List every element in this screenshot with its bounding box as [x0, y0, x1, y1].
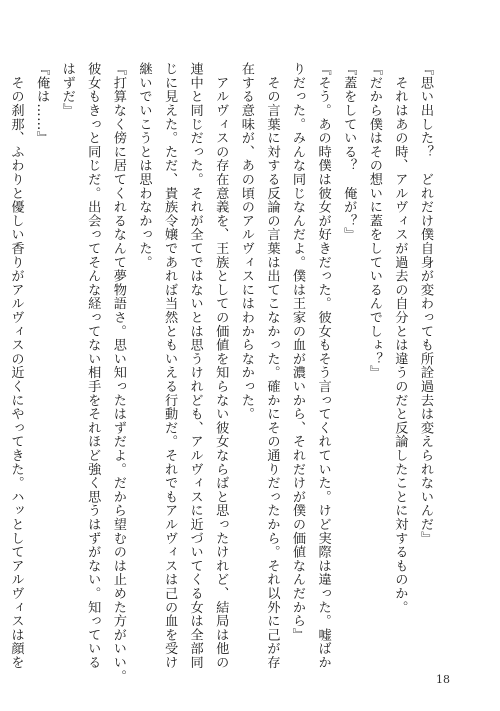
text-line-4: 『蓋をしている？ 俺が？』: [341, 62, 357, 242]
text-line-14: 彼女もきっと同じだ。出会ってそんな経ってない相手をそれほど強く思うはずがない。知っている: [85, 62, 101, 670]
text-line-11: じに見えた。ただ、貴族令嬢であれば当然ともいえる行動だ。それでもアルヴィスは己の血を受け: [162, 62, 178, 670]
text-line-10: 連中と同じだった。それが全てではないとは思うけれども、アルヴィスに近づいてくる女は全部同: [187, 62, 203, 670]
text-line-8: 在する意味が、あの頃のアルヴィスにはわからなかった。: [238, 62, 254, 421]
text-line-5: 『そう。あの時僕は彼女が好きだった。彼女もそう言ってくれていた。けど実際は違った。嘘ばか: [315, 62, 331, 670]
text-line-6: りだった。みんな同じなんだよ。僕は王家の血が濃いから、それだけが僕の価値なんだから』: [290, 62, 306, 642]
text-line-2: それはあの時、アルヴィスが過去の自分とは違うのだと反論したことに対するものか。: [392, 62, 408, 614]
page-number: 18: [436, 673, 450, 686]
text-line-1: 『思い出した？ どれだけ僕自身が変わっても所詮過去は変えられないんだ』: [418, 62, 433, 545]
vertical-text-body: [8, 62, 438, 683]
text-line-3: 『だから僕はその想いに蓋をしているんでしょ？』: [366, 62, 382, 380]
text-line-16: 『俺は……』: [34, 62, 50, 145]
text-line-7: その言葉に対する反論の言葉は出てこなかった。確かにその通りだったから。それ以外に己が存: [264, 62, 280, 670]
text-line-9: アルヴィスの存在意義を、王族としての価値を知らない彼女ならばと思ったけれど、結局は他の: [213, 62, 229, 670]
text-line-12: 継いでいこうとは思わなかった。: [136, 62, 152, 269]
text-line-17: その刹那、ふわりと優しい香りがアルヴィスの近くにやってきた。ハッとしてアルヴィスは顔を: [8, 62, 24, 670]
text-line-15: はずだ』: [59, 62, 75, 118]
text-line-13: 『打算なく傍に居てくれるなんて夢物語さ。思い知ったはずだよ。だから望むのは止めた方がいい。: [110, 62, 126, 683]
